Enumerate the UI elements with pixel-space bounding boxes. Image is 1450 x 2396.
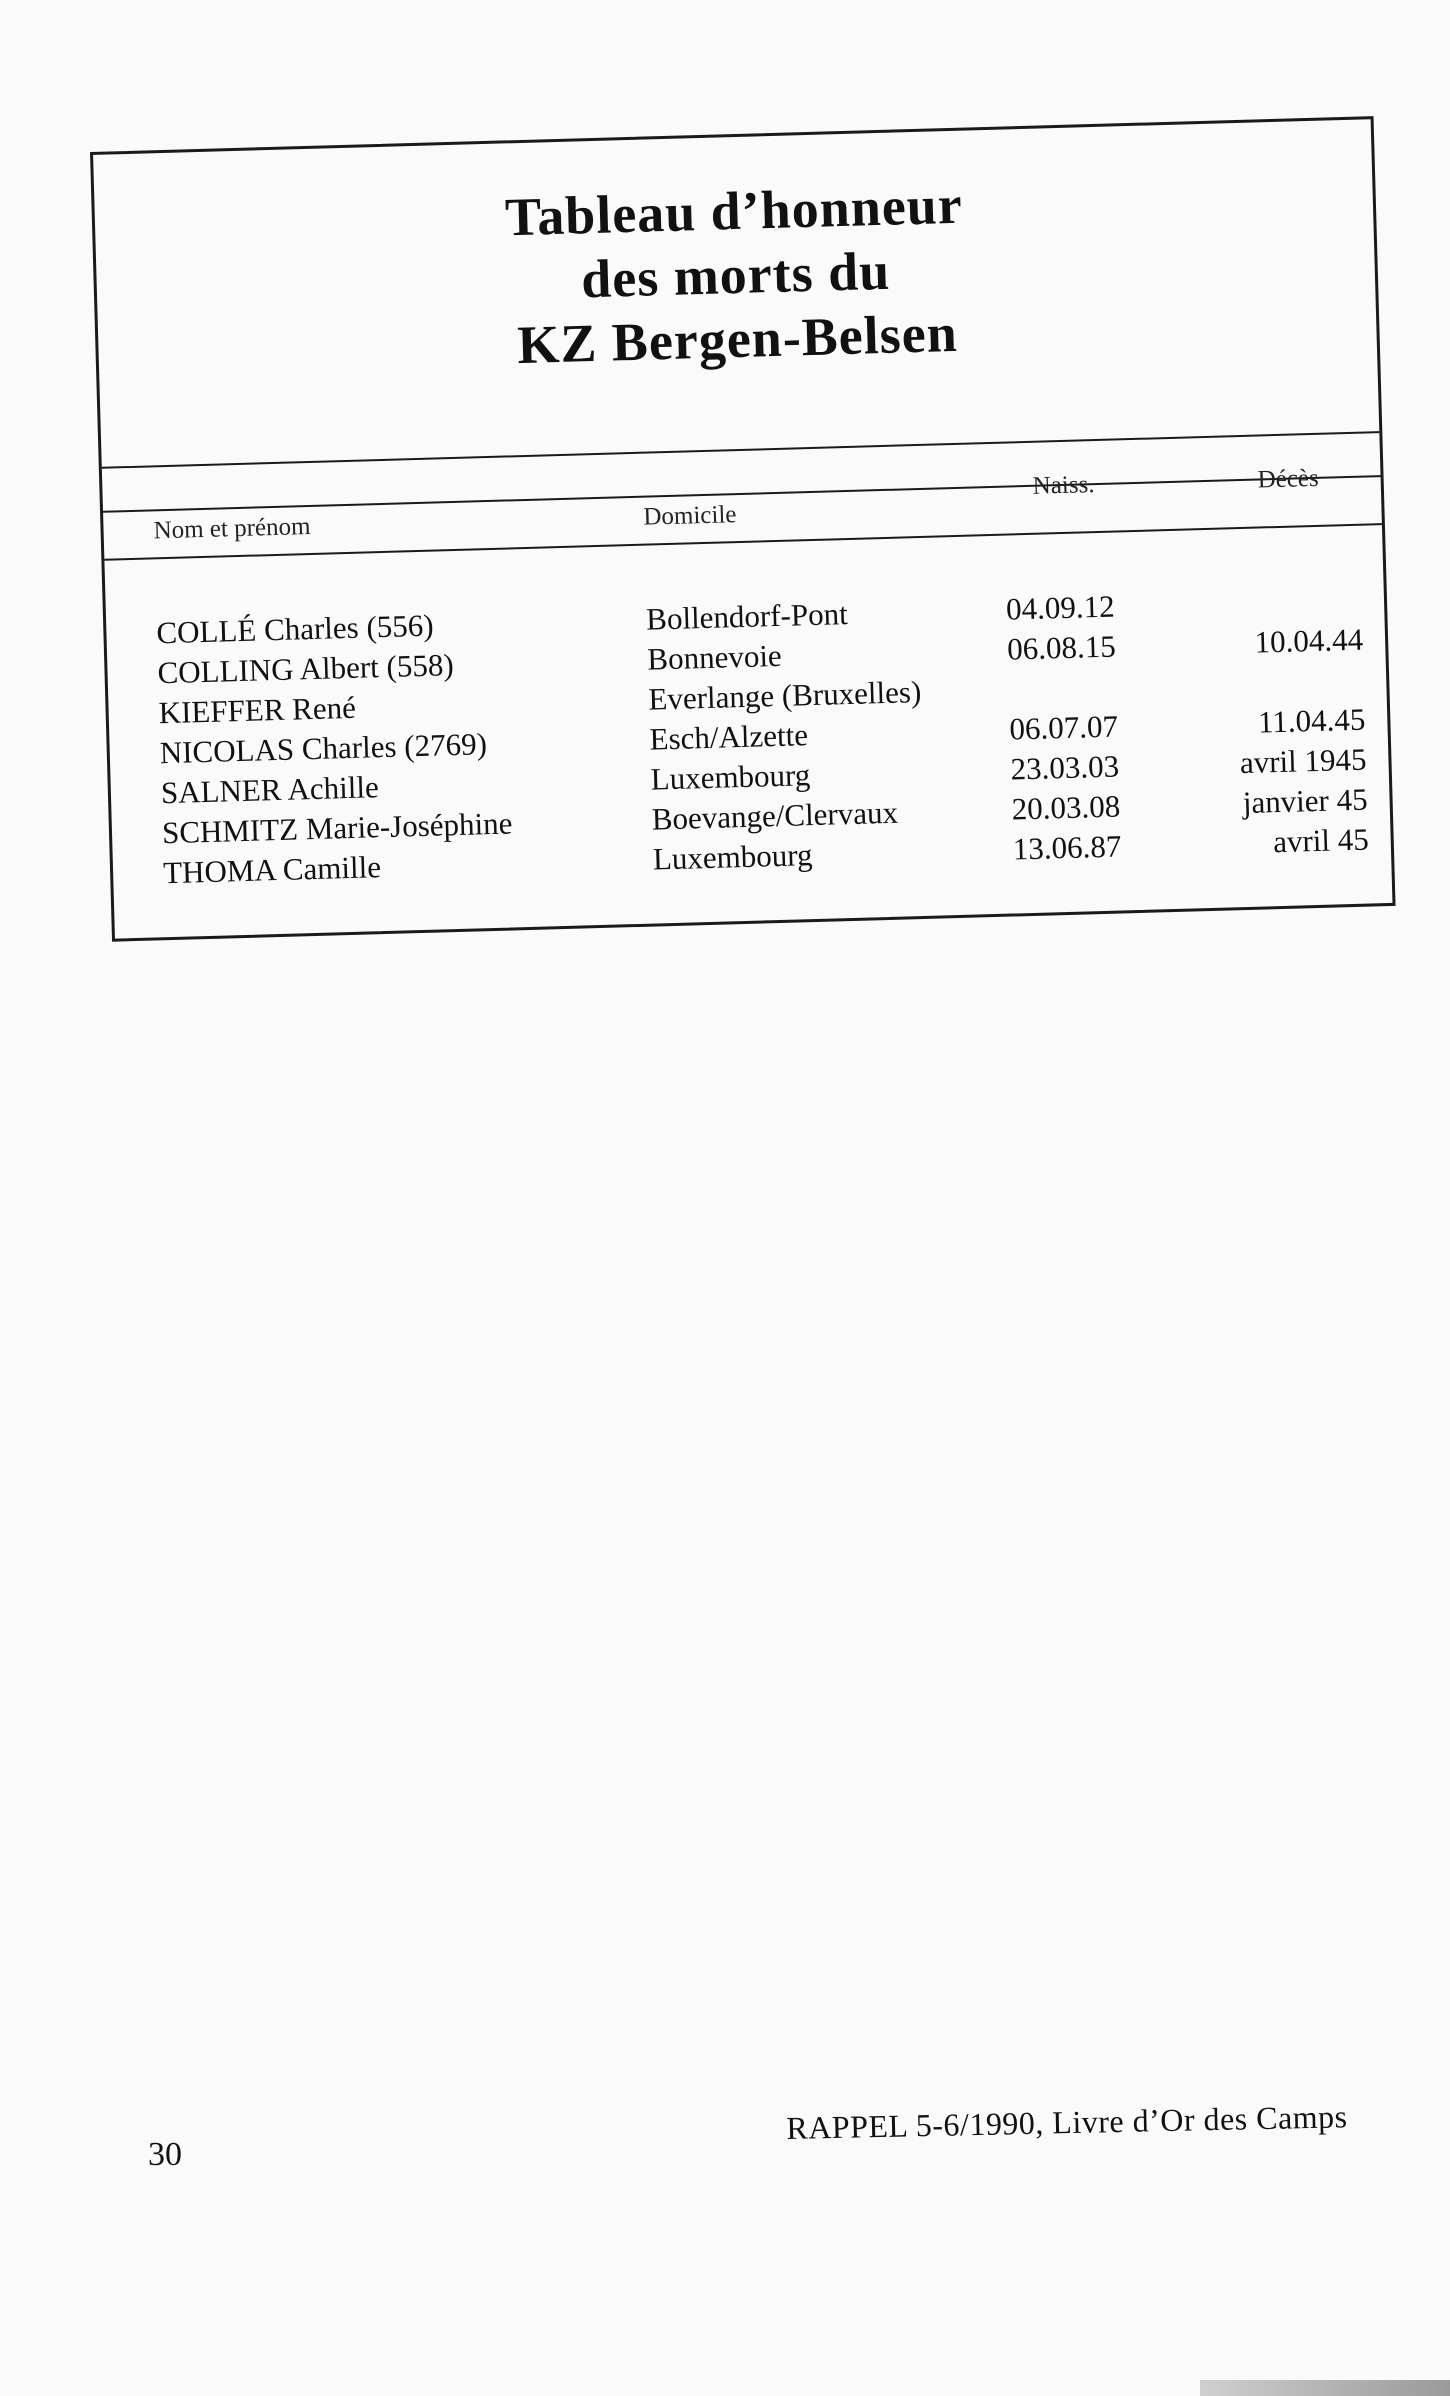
cell-name: SALNER Achille	[160, 769, 380, 811]
cell-deces: avril 1945	[1239, 741, 1367, 781]
source-footer: RAPPEL 5-6/1990, Livre d’Or des Camps	[786, 2098, 1348, 2146]
header-naiss: Naiss.	[1032, 471, 1095, 500]
cell-naiss: 20.03.08	[1011, 788, 1121, 827]
cell-domicile: Bonnevoie	[646, 637, 783, 677]
cell-name: COLLÉ Charles (556)	[155, 607, 435, 651]
honor-table-frame	[90, 116, 1396, 942]
cell-naiss: 04.09.12	[1005, 588, 1116, 627]
cell-deces: janvier 45	[1242, 781, 1369, 821]
cell-domicile: Boevange/Clervaux	[651, 794, 899, 837]
cell-deces: avril 45	[1272, 821, 1370, 860]
title-line-2: des morts du	[580, 240, 891, 310]
cell-domicile: Luxembourg	[650, 757, 811, 797]
header-name: Nom et prénom	[153, 512, 311, 545]
cell-domicile: Luxembourg	[652, 837, 813, 877]
cell-name: NICOLAS Charles (2769)	[159, 726, 488, 771]
cell-domicile: Bollendorf-Pont	[645, 596, 849, 637]
cell-naiss: 06.08.15	[1006, 628, 1117, 667]
cell-deces: 11.04.45	[1257, 701, 1366, 740]
cell-name: THOMA Camille	[162, 849, 382, 891]
header-domicile: Domicile	[643, 501, 737, 531]
divider-header	[103, 475, 1381, 513]
cell-naiss: 23.03.03	[1010, 748, 1120, 787]
cell-name: COLLING Albert (558)	[157, 647, 455, 691]
cell-naiss: 06.07.07	[1008, 708, 1119, 747]
title-line-3: KZ Bergen-Belsen	[516, 302, 959, 376]
cell-naiss: 13.06.87	[1012, 828, 1122, 867]
cell-domicile: Esch/Alzette	[649, 717, 809, 757]
header-deces: Décès	[1257, 464, 1320, 494]
table-title	[94, 161, 1377, 389]
page-number: 30	[148, 2136, 182, 2173]
page-edge-shadow	[1200, 2380, 1450, 2396]
table-body	[106, 579, 1391, 895]
cell-name: SCHMITZ Marie-Joséphine	[161, 805, 513, 851]
cell-deces: 10.04.44	[1254, 621, 1364, 660]
cell-name: KIEFFER René	[158, 689, 357, 731]
title-line-1: Tableau d’honneur	[504, 174, 964, 248]
cell-domicile: Everlange (Bruxelles)	[648, 674, 922, 717]
divider-top	[102, 431, 1380, 469]
